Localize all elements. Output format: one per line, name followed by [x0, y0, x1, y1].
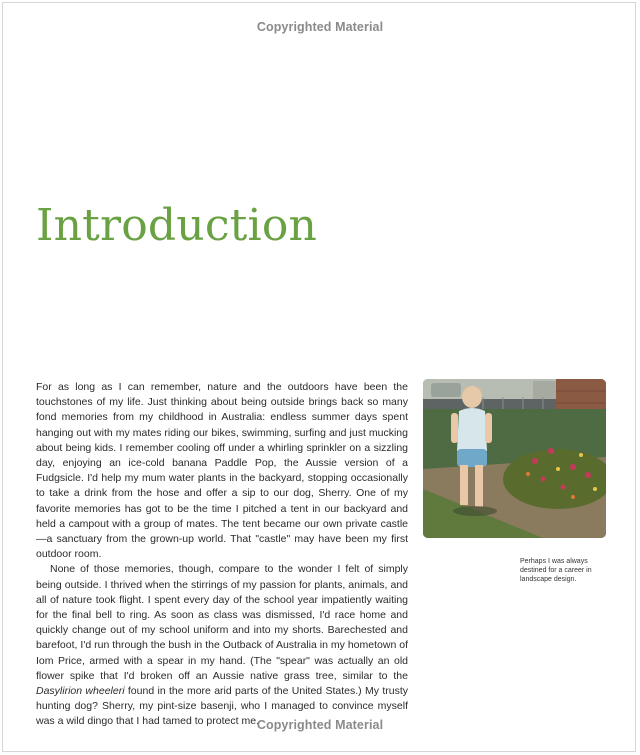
- copyright-watermark-top: Copyrighted Material: [256, 20, 384, 34]
- photo-caption: Perhaps I was always destined for a career in landscape design.: [520, 558, 592, 583]
- chapter-title: Introduction: [36, 200, 318, 251]
- body-text: [36, 380, 408, 730]
- paragraph-1: [36, 380, 408, 562]
- childhood-photo: [423, 379, 606, 538]
- paragraph-2-text-start: None of those memories, though, compare to the wonder I felt of simply being outside. I thrived when the stirrings of my passion for plants, animals, and all of nature took flight. I spent every day of the school year impatiently waiting for the final bell to ring. As soon as class was dismissed, I'd race home and quickly change out of my school uniform and into my shorts. Barechested and barefoot, I'd run through the bush in the Outback of Australia in my hometown of Iom Price, armed with a spear in my hand. (The "spear" was actually an old flower spike that I'd broken off an Aussie native grass tree, similar to the: [36, 563, 408, 682]
- paragraph-2: [36, 562, 408, 729]
- copyright-watermark-bottom: Copyrighted Material: [256, 718, 384, 732]
- paragraph-1-text: For as long as I can remember, nature and the outdoors have been the touchstones of my life. Just thinking about being outside brings back so many fond memories from my childhood in Australia: endless summer days spent hanging out with my mates riding our bikes, swimming, surfing and just mucking about being kids. I remember cooling off under a whirling sprinkler on a sizzling day, enjoying an ice-cold banana Paddle Pop, the Aussie version of a Fudgsicle. I'd help my mum water plants in the backyard, stopping occasionally to take a drink from the hose and offer a sip to our dog, Sherry. One of my favorite memories has got to be the time I pitched a tent in our backyard and held a campout with a group of mates. The tent became our own private castle—a sanctuary from the grown-up world. That "castle" may have been my first outdoor room.: [36, 381, 408, 561]
- paragraph-2-text-end: found in the more arid parts of the United States.) My trusty hunting dog? Sherry, my pint-size basenji, who I managed to convince myself was a wild dingo that I had tamed to protect me.: [36, 685, 408, 728]
- childhood-photo-illustration: [423, 379, 606, 538]
- paragraph-2-italic-plant-name: Dasylirion wheeleri: [36, 685, 125, 698]
